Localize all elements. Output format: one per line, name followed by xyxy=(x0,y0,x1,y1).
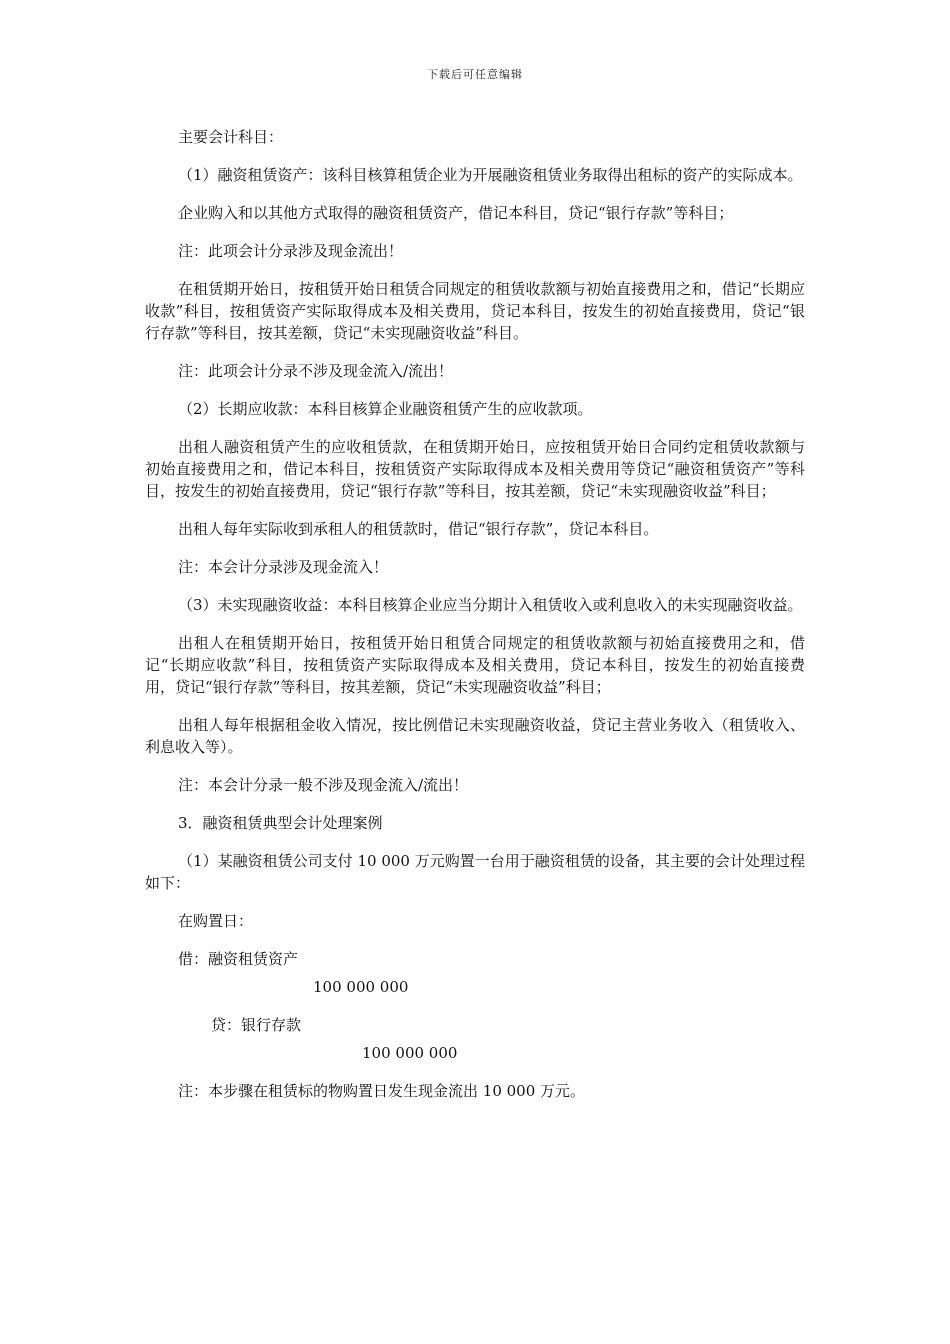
closing-note: 注：本步骤在租赁标的物购置日发生现金流出 10 000 万元。 xyxy=(178,1082,586,1100)
debit-amount: 100 000 000 xyxy=(313,978,409,996)
paragraph: 企业购入和以其他方式取得的融资租赁资产，借记本科目，贷记“银行存款”等科目； xyxy=(178,204,734,222)
journal-entry xyxy=(145,948,805,1064)
paragraph: 注：此项会计分录不涉及现金流入/流出！ xyxy=(178,362,454,380)
paragraph: 在租赁期开始日，按租赁开始日租赁合同规定的租赁收款额与初始直接费用之和，借记“长期应收款”科目，按租赁资产实际取得成本及相关费用，贷记本科目，按发生的初始直接费用，贷记“银行存款”等科目，按其差额，贷记“未实现融资收益”科目。 xyxy=(145,280,805,342)
paragraph: 注：本会计分录涉及现金流入！ xyxy=(178,558,389,576)
debit-account: 借：融资租赁资产 xyxy=(178,950,299,968)
paragraph: 出租人在租赁期开始日，按租赁开始日租赁合同规定的租赁收款额与初始直接费用之和，借记“长期应收款”科目，按租赁资产实际取得成本及相关费用，贷记本科目，按发生的初始直接费用，贷记“银行存款”等科目，按其差额，贷记“未实现融资收益”科目； xyxy=(145,634,805,696)
credit-amount: 100 000 000 xyxy=(362,1044,458,1062)
paragraph: （1）融资租赁资产：该科目核算租赁企业为开展融资租赁业务取得出租标的资产的实际成本。 xyxy=(178,166,803,184)
paragraph: 注：此项会计分录涉及现金流出！ xyxy=(178,242,404,260)
paragraph: （2）长期应收款：本科目核算企业融资租赁产生的应收款项。 xyxy=(178,400,593,418)
paragraph: 出租人每年实际收到承租人的租赁款时，借记“银行存款”，贷记本科目。 xyxy=(178,520,659,538)
paragraph: 出租人每年根据租金收入情况，按比例借记未实现融资收益，贷记主营业务收入（租赁收入、利息收入等）。 xyxy=(145,716,805,756)
paragraph: 注：本会计分录一般不涉及现金流入/流出！ xyxy=(178,776,469,794)
section-heading: 3．融资租赁典型会计处理案例 xyxy=(178,814,383,832)
credit-account: 贷：银行存款 xyxy=(211,1016,302,1034)
paragraph: （1）某融资租赁公司支付 10 000 万元购置一台用于融资租赁的设备，其主要的会计处理过程如下： xyxy=(145,852,805,892)
paragraph: 主要会计科目： xyxy=(178,128,284,146)
document-body xyxy=(145,126,805,1118)
paragraph: （3）未实现融资收益：本科目核算企业应当分期计入租赁收入或利息收入的未实现融资收益。 xyxy=(178,596,803,614)
paragraph: 出租人融资租赁产生的应收租赁款，在租赁期开始日，应按租赁开始日合同约定租赁收款额与初始直接费用之和，借记本科目，按租赁资产实际取得成本及相关费用等贷记“融资租赁资产”等科目，按发生的初始直接费用，贷记“银行存款”等科目，按其差额，贷记“未实现融资收益”科目； xyxy=(145,438,805,500)
page-header: 下载后可任意编辑 xyxy=(427,68,523,81)
paragraph: 在购置日： xyxy=(178,912,254,930)
